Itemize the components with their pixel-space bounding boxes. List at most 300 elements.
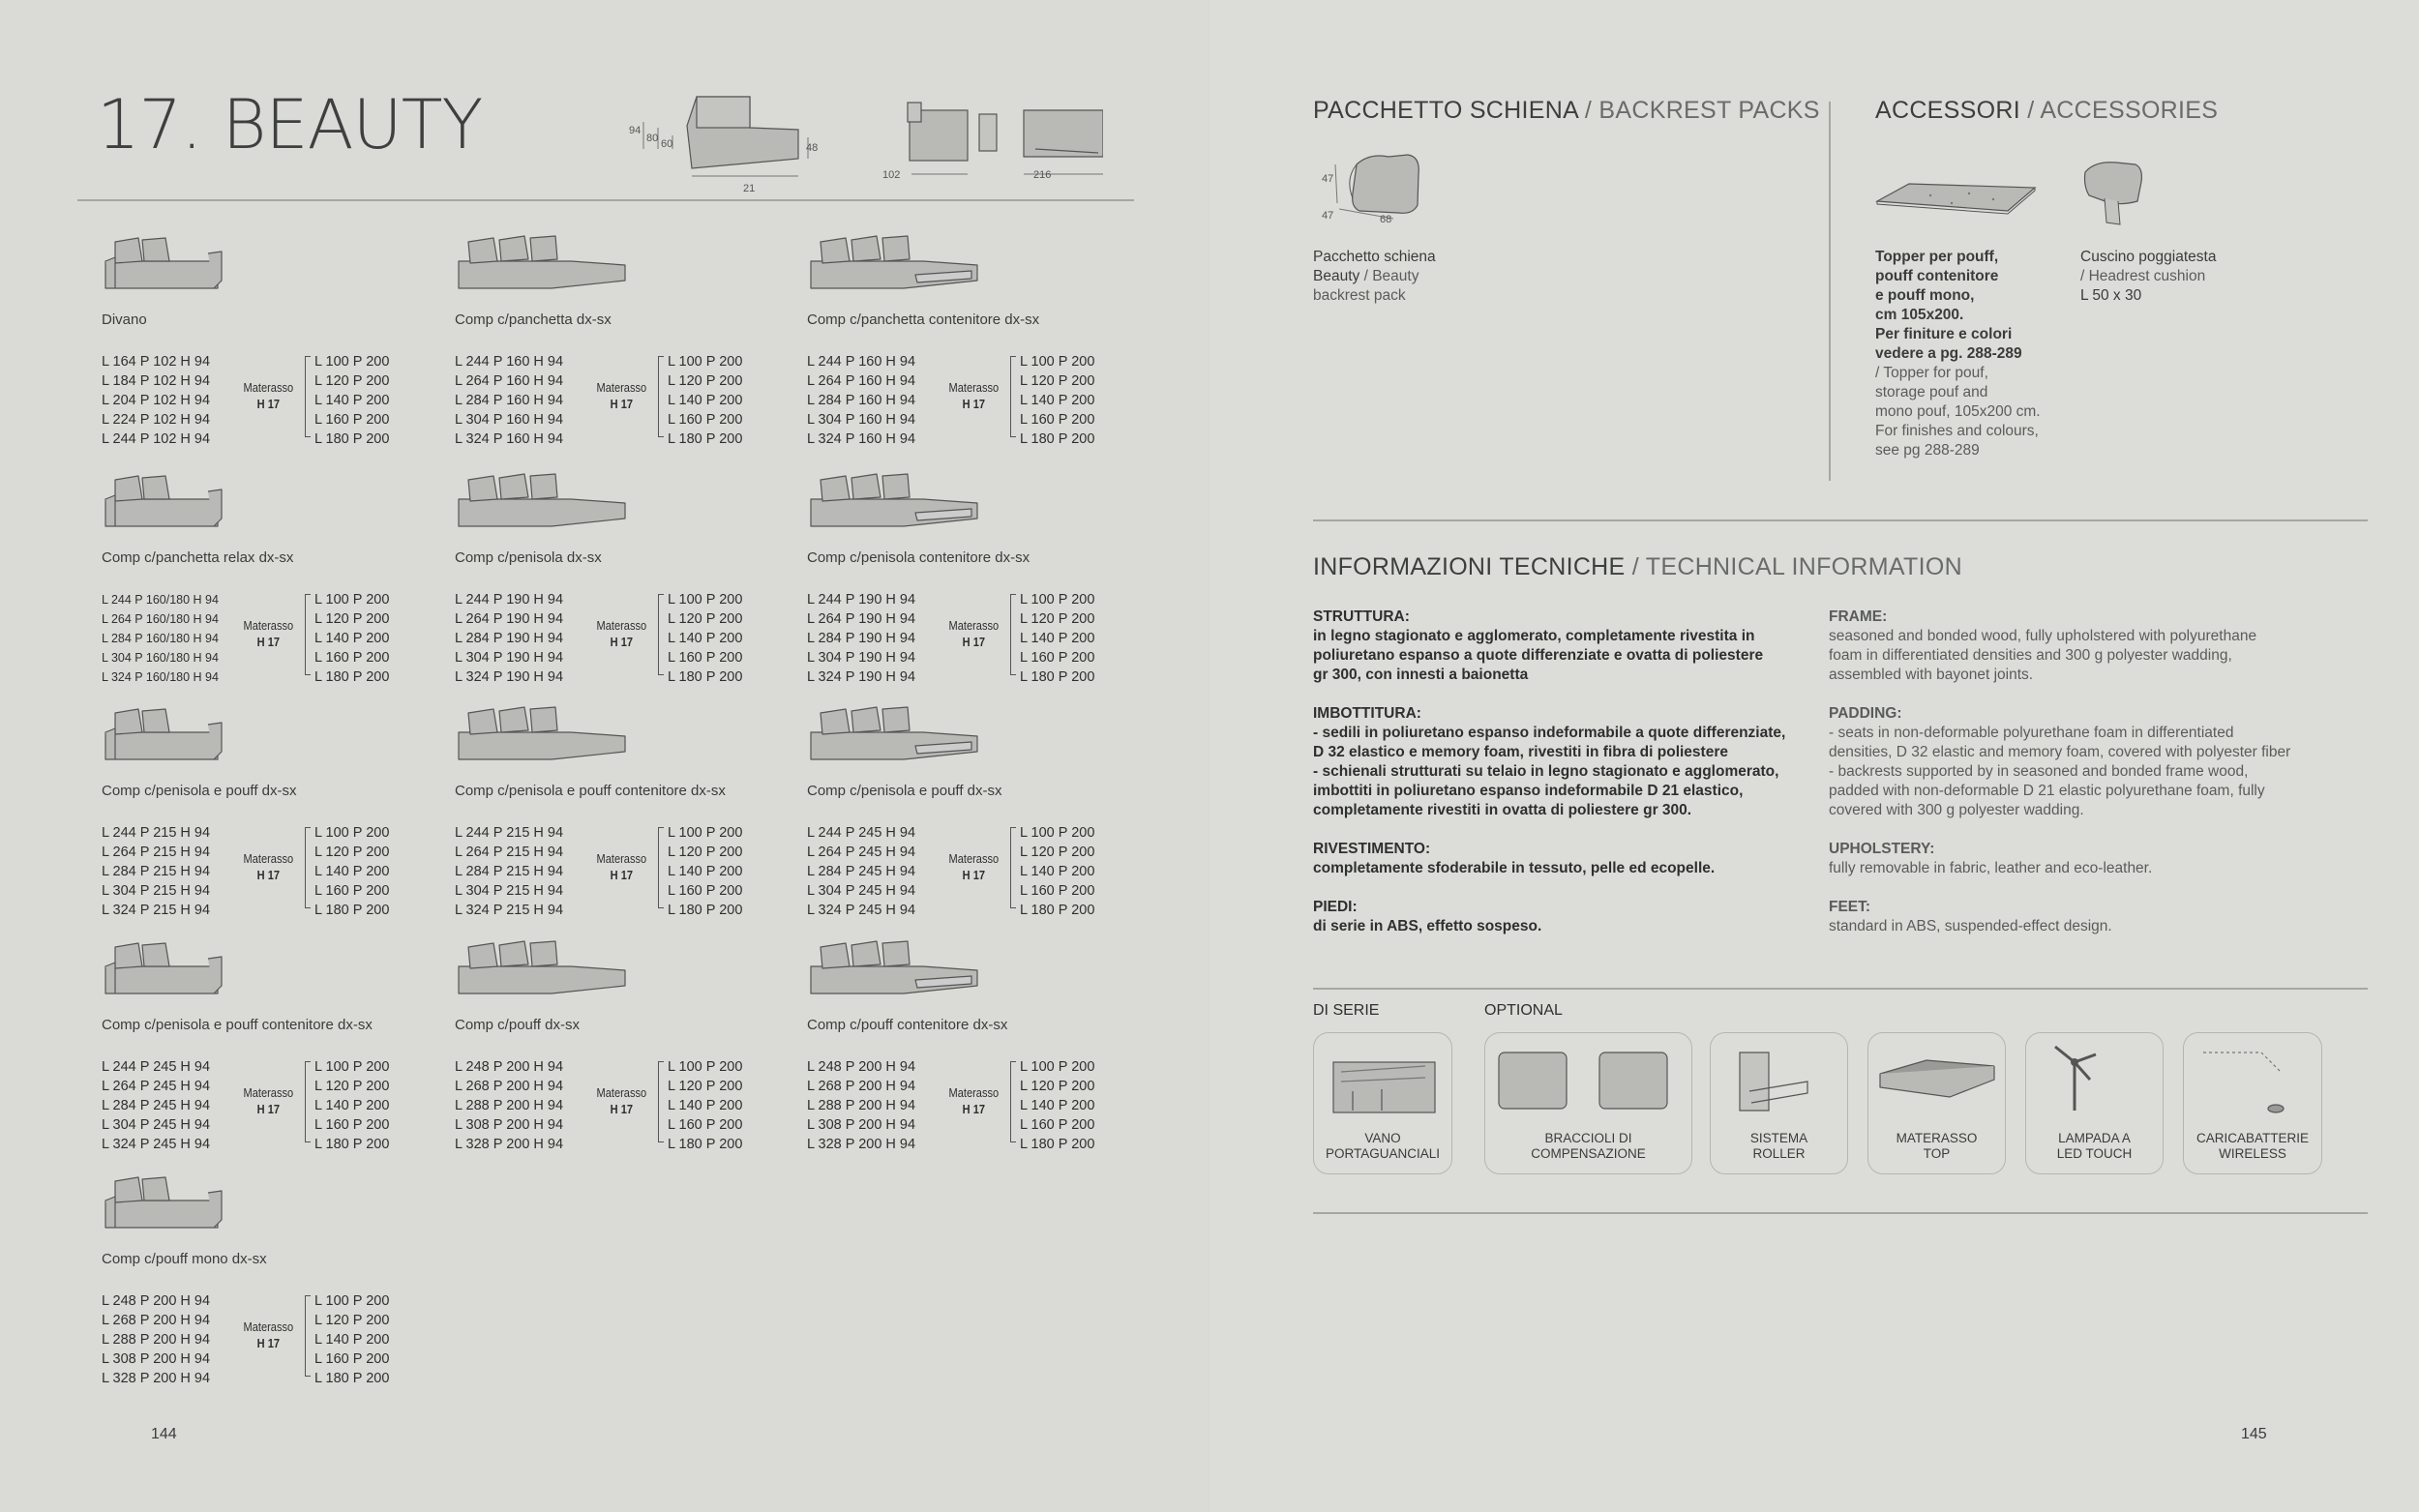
dimension-line: L 284 P 245 H 94 — [102, 1098, 211, 1113]
dimension-line: L 264 P 190 H 94 — [455, 611, 564, 627]
tech-line: - schienali strutturati su telaio in legno stagionato e agglomerato, — [1313, 763, 1779, 780]
topper-caption-en-line: / Topper for pouf, — [1875, 365, 1988, 381]
tech-info-italian — [1313, 608, 1816, 956]
feature-label-line2: TOP — [1923, 1146, 1951, 1161]
tech-line: D 32 elastico e memory foam, rivestiti in fibra di poliestere — [1313, 744, 1728, 760]
mattress-size: L 120 P 200 — [1020, 1079, 1095, 1094]
mattress-size: L 160 P 200 — [668, 412, 743, 428]
dimension-line: L 264 P 245 H 94 — [807, 845, 916, 860]
mattress-label — [244, 850, 294, 883]
page-number-right: 145 — [2241, 1426, 2267, 1442]
mattress-label-height: H 17 — [256, 1102, 281, 1116]
feature-label — [1314, 1131, 1451, 1162]
feature-label-line2: COMPENSAZIONE — [1531, 1146, 1646, 1161]
mattress-size: L 180 P 200 — [314, 431, 390, 447]
dimension-line: L 248 P 200 H 94 — [807, 1059, 916, 1075]
mattress-size: L 100 P 200 — [1020, 825, 1095, 841]
dimension-line: L 304 P 160/180 H 94 — [102, 651, 219, 665]
mattress-label — [949, 1084, 1000, 1117]
mattress-size: L 180 P 200 — [1020, 1137, 1095, 1152]
divider-tech-top — [1313, 519, 2368, 521]
mattress-sizes — [314, 1057, 389, 1154]
feature-label-line1: VANO — [1364, 1131, 1401, 1145]
dimension-line: L 244 P 190 H 94 — [807, 592, 916, 608]
dimension-line: L 304 P 190 H 94 — [455, 650, 564, 666]
mattress-sizes — [668, 1057, 742, 1154]
mattress-sizes — [1020, 1057, 1094, 1154]
mattress-label — [244, 1084, 294, 1117]
feature-label-line2: WIRELESS — [2219, 1146, 2286, 1161]
mattress-size: L 180 P 200 — [668, 431, 743, 447]
headrest-caption — [2080, 248, 2216, 306]
mattress-size: L 100 P 200 — [314, 592, 390, 608]
mattress-sizes — [668, 823, 742, 920]
sofa-drawing — [807, 232, 991, 300]
mattress-size: L 180 P 200 — [1020, 431, 1095, 447]
divider-features-top — [1313, 988, 2368, 990]
mattress-size: L 100 P 200 — [314, 1293, 390, 1309]
tech-line: - seats in non-deformable polyurethane foam in differentiated — [1829, 725, 2234, 741]
product-name: Comp c/pouff mono dx-sx — [102, 1251, 267, 1267]
dimension-line: L 304 P 245 H 94 — [807, 883, 916, 899]
dimension-line: L 308 P 200 H 94 — [455, 1117, 564, 1133]
dimension-line: L 308 P 200 H 94 — [807, 1117, 916, 1133]
tech-line: di serie in ABS, effetto sospeso. — [1313, 918, 1542, 934]
dimension-line: L 288 P 200 H 94 — [455, 1098, 564, 1113]
sofa-drawing — [102, 937, 285, 1005]
page-title: 17. BEAUTY — [97, 85, 483, 164]
dimension-line: L 284 P 215 H 94 — [455, 864, 564, 879]
mattress-sizes — [1020, 590, 1094, 687]
mattress-size: L 140 P 200 — [314, 631, 390, 646]
mattress-label-height: H 17 — [256, 635, 281, 649]
feature-label-line1: MATERASSO — [1896, 1131, 1978, 1145]
topper-caption-en-line: mono pouf, 105x200 cm. — [1875, 403, 2041, 420]
tech-title-en: / TECHNICAL INFORMATION — [1631, 553, 1962, 580]
mattress-sizes — [314, 352, 389, 449]
topper-caption — [1875, 248, 2041, 460]
tech-heading: FEET: — [1829, 899, 1871, 915]
mattress-size: L 180 P 200 — [1020, 669, 1095, 685]
mattress-bracket — [658, 356, 664, 437]
mattress-bracket — [305, 1295, 311, 1377]
mattress-size: L 100 P 200 — [314, 825, 390, 841]
product-dimensions — [807, 590, 915, 687]
mattress-label-top: Materasso — [948, 1085, 1000, 1100]
header-dimension-diagrams — [619, 89, 1103, 200]
mattress-size: L 120 P 200 — [314, 845, 390, 860]
tech-paragraph — [1313, 704, 1816, 820]
product-name: Comp c/panchetta dx-sx — [455, 311, 612, 328]
mattress-size: L 160 P 200 — [1020, 650, 1095, 666]
di-serie-label: DI SERIE — [1313, 1002, 1380, 1019]
mattress-size: L 140 P 200 — [314, 393, 390, 408]
mattress-label — [949, 617, 1000, 650]
title-divider — [77, 199, 1134, 201]
feature-card — [1313, 1032, 1452, 1174]
dimension-line: L 244 P 215 H 94 — [102, 825, 211, 841]
mattress-label — [244, 379, 294, 412]
product-name: Comp c/penisola e pouff contenitore dx-sx — [102, 1017, 373, 1033]
tech-paragraph — [1829, 840, 2371, 878]
mattress-size: L 140 P 200 — [668, 631, 743, 646]
mattress-size: L 180 P 200 — [668, 669, 743, 685]
feature-icon — [1711, 1033, 1849, 1140]
tech-section-title — [1313, 553, 1962, 581]
tech-line: completamente sfoderabile in tessuto, pelle ed ecopelle. — [1313, 860, 1716, 876]
mattress-size: L 140 P 200 — [314, 1098, 390, 1113]
accessories-title-it: ACCESSORI — [1875, 97, 2020, 124]
headrest-caption-en: / Headrest cushion — [2080, 268, 2206, 284]
dimension-line: L 164 P 102 H 94 — [102, 354, 211, 370]
topper-caption-en-line: storage pouf and — [1875, 384, 1988, 400]
mattress-size: L 100 P 200 — [314, 1059, 390, 1075]
sofa-drawing — [102, 703, 285, 771]
backrest-section-title — [1313, 97, 1820, 125]
headrest-caption-dim: L 50 x 30 — [2080, 287, 2142, 304]
mattress-size: L 180 P 200 — [314, 1371, 390, 1386]
tech-heading: RIVESTIMENTO: — [1313, 841, 1431, 857]
dimension-line: L 304 P 215 H 94 — [102, 883, 211, 899]
tech-paragraph — [1313, 898, 1816, 936]
mattress-size: L 100 P 200 — [314, 354, 390, 370]
product-item — [455, 232, 803, 464]
mattress-size: L 180 P 200 — [314, 1137, 390, 1152]
mattress-sizes — [668, 352, 742, 449]
product-name: Comp c/penisola e pouff dx-sx — [102, 783, 297, 799]
mattress-label-height: H 17 — [256, 1336, 281, 1350]
topper-caption-it-line: e pouff mono, — [1875, 287, 1975, 304]
mattress-label — [244, 1319, 294, 1351]
feature-label-line2: PORTAGUANCIALI — [1325, 1146, 1441, 1161]
backrest-caption-line1: Pacchetto schiena — [1313, 249, 1436, 265]
tech-heading: PADDING: — [1829, 705, 1902, 722]
tech-line: - backrests supported by in seasoned and bonded frame wood, — [1829, 763, 2249, 780]
accessories-title-en: / ACCESSORIES — [2027, 97, 2219, 124]
feature-label-line1: LAMPADA A — [2058, 1131, 2131, 1145]
mattress-size: L 180 P 200 — [314, 903, 390, 918]
mattress-label — [597, 617, 647, 650]
mattress-label-top: Materasso — [243, 1319, 294, 1334]
backrest-caption-line3: backrest pack — [1313, 287, 1406, 304]
dimension-line: L 328 P 200 H 94 — [455, 1137, 564, 1152]
dimension-line: L 304 P 245 H 94 — [102, 1117, 211, 1133]
mattress-size: L 160 P 200 — [314, 650, 390, 666]
mattress-size: L 140 P 200 — [1020, 864, 1095, 879]
headrest-cushion-drawing — [2076, 155, 2153, 227]
left-page — [0, 0, 1209, 1512]
mattress-size: L 160 P 200 — [314, 1117, 390, 1133]
mattress-bracket — [1010, 827, 1016, 908]
mattress-size: L 180 P 200 — [668, 1137, 743, 1152]
mattress-size: L 160 P 200 — [668, 1117, 743, 1133]
tech-paragraph — [1829, 608, 2371, 685]
dimension-line: L 244 P 190 H 94 — [455, 592, 564, 608]
tech-line: - sedili in poliuretano espanso indeformabile a quote differenziate, — [1313, 725, 1786, 741]
tech-line: in legno stagionato e agglomerato, completamente rivestita in — [1313, 628, 1755, 644]
product-dimensions — [102, 352, 210, 449]
mattress-size: L 160 P 200 — [314, 1351, 390, 1367]
mattress-size: L 160 P 200 — [314, 412, 390, 428]
mattress-size: L 140 P 200 — [668, 1098, 743, 1113]
tech-line: seasoned and bonded wood, fully upholstered with polyurethane — [1829, 628, 2257, 644]
optional-label: OPTIONAL — [1484, 1002, 1563, 1019]
product-item — [807, 232, 1155, 464]
backrest-title-it: PACCHETTO SCHIENA — [1313, 97, 1578, 124]
tech-paragraph — [1829, 898, 2371, 936]
dimension-line: L 304 P 160 H 94 — [807, 412, 916, 428]
backrest-dim-b: 47 — [1322, 210, 1334, 222]
mattress-label-top: Materasso — [948, 618, 1000, 633]
tech-heading: FRAME: — [1829, 608, 1888, 625]
tech-heading: PIEDI: — [1313, 899, 1358, 915]
dimension-line: L 324 P 215 H 94 — [455, 903, 564, 918]
feature-label-line1: SISTEMA — [1749, 1131, 1808, 1145]
dimension-line: L 244 P 160 H 94 — [807, 354, 916, 370]
product-item — [807, 937, 1155, 1170]
mattress-bracket — [658, 594, 664, 675]
dim-102: 102 — [882, 169, 901, 181]
mattress-label — [949, 850, 1000, 883]
dimension-line: L 264 P 160 H 94 — [807, 373, 916, 389]
mattress-size: L 140 P 200 — [314, 864, 390, 879]
mattress-size: L 180 P 200 — [1020, 903, 1095, 918]
dimension-line: L 244 P 245 H 94 — [102, 1059, 211, 1075]
mattress-label — [244, 617, 294, 650]
dimension-line: L 304 P 190 H 94 — [807, 650, 916, 666]
tech-line: standard in ABS, suspended-effect design. — [1829, 918, 2112, 934]
mattress-bracket — [658, 827, 664, 908]
dimension-line: L 248 P 200 H 94 — [102, 1293, 211, 1309]
tech-heading: STRUTTURA: — [1313, 608, 1410, 625]
mattress-sizes — [314, 1291, 389, 1388]
dimension-line: L 324 P 190 H 94 — [807, 669, 916, 685]
topper-caption-en-line: For finishes and colours, — [1875, 423, 2039, 439]
product-dimensions — [807, 823, 915, 920]
mattress-label-height: H 17 — [962, 868, 986, 882]
backrest-caption-brand: Beauty — [1313, 268, 1360, 284]
dimension-line: L 284 P 215 H 94 — [102, 864, 211, 879]
tech-paragraph — [1829, 704, 2371, 820]
dimension-line: L 284 P 245 H 94 — [807, 864, 916, 879]
backrest-pack-drawing — [1316, 145, 1461, 232]
mattress-size: L 140 P 200 — [668, 393, 743, 408]
tech-heading: IMBOTTITURA: — [1313, 705, 1421, 722]
mattress-bracket — [1010, 1061, 1016, 1142]
tech-paragraph — [1313, 608, 1816, 685]
mattress-size: L 160 P 200 — [1020, 1117, 1095, 1133]
dimension-line: L 264 P 245 H 94 — [102, 1079, 211, 1094]
dimension-line: L 248 P 200 H 94 — [455, 1059, 564, 1075]
mattress-label — [597, 850, 647, 883]
topper-caption-it-line: vedere a pg. 288-289 — [1875, 345, 2022, 362]
mattress-bracket — [1010, 356, 1016, 437]
dimension-line: L 268 P 200 H 94 — [455, 1079, 564, 1094]
product-item — [455, 470, 803, 702]
topper-drawing — [1872, 174, 2042, 222]
product-name: Comp c/panchetta relax dx-sx — [102, 549, 294, 566]
feature-label — [1711, 1131, 1847, 1162]
mattress-label-top: Materasso — [243, 1085, 294, 1100]
dim-80: 80 — [646, 133, 659, 144]
product-item — [102, 937, 450, 1170]
mattress-size: L 140 P 200 — [314, 1332, 390, 1348]
dimension-line: L 284 P 160/180 H 94 — [102, 632, 219, 645]
product-dimensions — [102, 590, 219, 687]
tech-info-english — [1829, 608, 2371, 956]
feature-label-line1: CARICABATTERIE — [2195, 1131, 2309, 1145]
dimension-line: L 324 P 245 H 94 — [807, 903, 916, 918]
sofa-drawing — [455, 232, 639, 300]
backrest-caption — [1313, 248, 1436, 306]
tech-line: padded with non-deformable D 21 elastic polyurethane foam, fully — [1829, 783, 2265, 799]
mattress-size: L 140 P 200 — [1020, 393, 1095, 408]
mattress-sizes — [1020, 823, 1094, 920]
product-dimensions — [455, 823, 563, 920]
feature-label — [2026, 1131, 2163, 1162]
mattress-label-top: Materasso — [596, 380, 647, 395]
mattress-size: L 180 P 200 — [668, 903, 743, 918]
product-item — [807, 703, 1155, 935]
dimension-line: L 268 P 200 H 94 — [102, 1313, 211, 1328]
dimension-line: L 324 P 160 H 94 — [455, 431, 564, 447]
feature-icon — [2026, 1033, 2165, 1140]
mattress-size: L 100 P 200 — [1020, 354, 1095, 370]
mattress-label-top: Materasso — [596, 851, 647, 866]
mattress-label — [949, 379, 1000, 412]
product-dimensions — [807, 1057, 915, 1154]
mattress-size: L 100 P 200 — [668, 354, 743, 370]
dimension-line: L 304 P 160 H 94 — [455, 412, 564, 428]
dimension-line: L 288 P 200 H 94 — [102, 1332, 211, 1348]
mattress-label-height: H 17 — [256, 397, 281, 411]
product-dimensions — [102, 1291, 210, 1388]
topper-caption-en-line: see pg 288-289 — [1875, 442, 1980, 459]
mattress-size: L 100 P 200 — [1020, 1059, 1095, 1075]
tech-line: densities, D 32 elastic and memory foam, covered with polyester fiber — [1829, 744, 2291, 760]
mattress-bracket — [305, 827, 311, 908]
mattress-size: L 120 P 200 — [314, 1313, 390, 1328]
product-name: Comp c/penisola e pouff dx-sx — [807, 783, 1002, 799]
dimension-line: L 304 P 215 H 94 — [455, 883, 564, 899]
mattress-sizes — [314, 590, 389, 687]
mattress-size: L 120 P 200 — [314, 1079, 390, 1094]
dimension-line: L 288 P 200 H 94 — [807, 1098, 916, 1113]
product-dimensions — [807, 352, 915, 449]
mattress-size: L 120 P 200 — [668, 611, 743, 627]
mattress-size: L 140 P 200 — [1020, 1098, 1095, 1113]
mattress-label-height: H 17 — [962, 635, 986, 649]
page-number-left: 144 — [151, 1426, 177, 1442]
dimension-line: L 324 P 160/180 H 94 — [102, 670, 219, 684]
mattress-label-top: Materasso — [948, 380, 1000, 395]
product-item — [102, 703, 450, 935]
product-item — [102, 1171, 450, 1404]
feature-icon — [1485, 1033, 1693, 1140]
product-item — [102, 232, 450, 464]
dimension-line: L 284 P 160 H 94 — [807, 393, 916, 408]
tech-line: covered with 300 g polyester wadding. — [1829, 802, 2084, 818]
dim-60: 60 — [661, 138, 673, 150]
dimension-line: L 244 P 160/180 H 94 — [102, 593, 219, 607]
mattress-label-height: H 17 — [610, 635, 634, 649]
dimension-line: L 264 P 215 H 94 — [455, 845, 564, 860]
dim-21: 21 — [743, 183, 756, 194]
topper-caption-it-line: Topper per pouff, — [1875, 249, 1999, 265]
headrest-caption-it: Cuscino poggiatesta — [2080, 249, 2217, 265]
dimension-line: L 184 P 102 H 94 — [102, 373, 211, 389]
mattress-size: L 160 P 200 — [668, 650, 743, 666]
mattress-size: L 120 P 200 — [1020, 611, 1095, 627]
product-dimensions — [102, 823, 210, 920]
mattress-sizes — [314, 823, 389, 920]
feature-icon — [1868, 1033, 2007, 1140]
dimension-line: L 268 P 200 H 94 — [807, 1079, 916, 1094]
dimension-line: L 264 P 190 H 94 — [807, 611, 916, 627]
dimension-line: L 224 P 102 H 94 — [102, 412, 211, 428]
backrest-dim-a: 47 — [1322, 173, 1334, 185]
dimension-line: L 284 P 190 H 94 — [455, 631, 564, 646]
mattress-label-top: Materasso — [596, 618, 647, 633]
feature-label — [1868, 1131, 2005, 1162]
dimension-line: L 284 P 160 H 94 — [455, 393, 564, 408]
accessories-section-title — [1875, 97, 2218, 125]
product-item — [455, 703, 803, 935]
product-name: Comp c/pouff contenitore dx-sx — [807, 1017, 1008, 1033]
dimension-line: L 324 P 160 H 94 — [807, 431, 916, 447]
mattress-size: L 100 P 200 — [668, 592, 743, 608]
product-name: Comp c/pouff dx-sx — [455, 1017, 580, 1033]
dim-216: 216 — [1033, 169, 1052, 181]
mattress-size: L 160 P 200 — [314, 883, 390, 899]
dimension-line: L 244 P 160 H 94 — [455, 354, 564, 370]
mattress-sizes — [668, 590, 742, 687]
product-dimensions — [455, 1057, 563, 1154]
feature-label-line1: BRACCIOLI DI — [1544, 1131, 1632, 1145]
product-dimensions — [455, 352, 563, 449]
column-divider — [1829, 102, 1831, 481]
mattress-size: L 100 P 200 — [668, 1059, 743, 1075]
sofa-drawing — [807, 703, 991, 771]
mattress-size: L 160 P 200 — [668, 883, 743, 899]
tech-line: poliuretano espanso a quote differenziate e ovatta di poliestere — [1313, 647, 1764, 664]
dimension-line: L 328 P 200 H 94 — [102, 1371, 211, 1386]
mattress-label-top: Materasso — [243, 618, 294, 633]
sofa-drawing — [455, 703, 639, 771]
tech-title-it: INFORMAZIONI TECNICHE — [1313, 553, 1626, 580]
feature-card — [1867, 1032, 2006, 1174]
mattress-sizes — [1020, 352, 1094, 449]
mattress-label-height: H 17 — [610, 868, 634, 882]
mattress-label-height: H 17 — [610, 397, 634, 411]
sofa-drawing — [807, 937, 991, 1005]
dimension-line: L 284 P 190 H 94 — [807, 631, 916, 646]
mattress-size: L 100 P 200 — [668, 825, 743, 841]
mattress-label — [597, 379, 647, 412]
mattress-bracket — [305, 356, 311, 437]
topper-caption-it-line: pouff contenitore — [1875, 268, 1999, 284]
dimension-line: L 264 P 215 H 94 — [102, 845, 211, 860]
dim-48: 48 — [806, 142, 819, 154]
mattress-size: L 100 P 200 — [1020, 592, 1095, 608]
backrest-title-en: / BACKREST PACKS — [1584, 97, 1820, 124]
tech-line: gr 300, con innesti a baionetta — [1313, 667, 1529, 683]
feature-card — [1710, 1032, 1848, 1174]
dim-94: 94 — [629, 125, 642, 136]
dimension-line: L 264 P 160/180 H 94 — [102, 612, 219, 626]
mattress-label-top: Materasso — [243, 380, 294, 395]
product-dimensions — [455, 590, 563, 687]
